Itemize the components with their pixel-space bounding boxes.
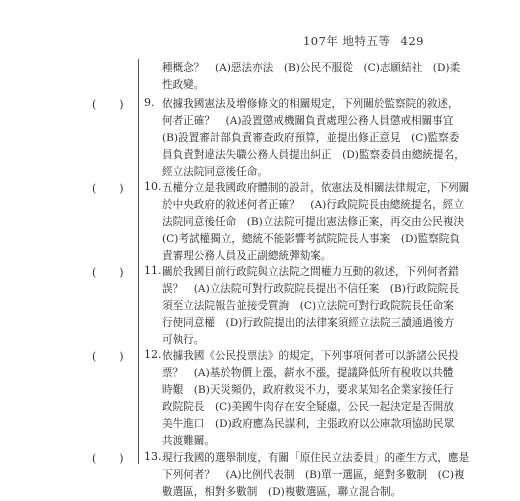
text-line: 可執行。 bbox=[162, 334, 205, 346]
text-line: (C)考試權獨立，總統不能影響考試院院長人事案 (D)監察院負 bbox=[162, 233, 460, 245]
text-line: 依據我國憲法及增修條文的相關規定，下列關於監察院的敘述， bbox=[162, 98, 459, 110]
text-line: 行使同意權 (D)行政院提出的法律案須經立法院三讀通過後方 bbox=[162, 317, 455, 329]
answer-blank: ( ) bbox=[92, 266, 130, 279]
text-line: 美牛進口 (D)政府應為民謀利，主張政府以公庫款項協助民眾 bbox=[162, 418, 455, 430]
question-number: 12. bbox=[144, 348, 162, 361]
question-text bbox=[162, 96, 465, 181]
running-header bbox=[303, 33, 424, 49]
text-line: 關於我國目前行政院與立法院之間權力互動的敘述，下列何者錯 bbox=[162, 266, 459, 278]
text-line: 責審理公務人員及正副總統彈劾案。 bbox=[162, 250, 332, 262]
text-line: 於中央政府的敘述何者正確？ (A)行政院院長由總統提名，經立 bbox=[162, 199, 464, 211]
text-line: 法院同意後任命 (B)立法院可提出憲法修正案，再交由公民複決 bbox=[162, 216, 465, 228]
text-line: 時艱 (B)天災頻仍，政府救災不力，要求某知名企業家接任行 bbox=[162, 384, 454, 396]
text-line: 何者正確？ (A)設置懲戒機關負責處理公務人員懲戒相關事宜 bbox=[162, 115, 454, 127]
text-line: 現行我國的選舉制度，有關「原住民立法委員」的產生方式，應是 bbox=[162, 452, 470, 464]
page-number: 429 bbox=[400, 34, 424, 48]
question-text bbox=[162, 180, 470, 265]
question-number: 11. bbox=[144, 264, 162, 277]
text-line: 票？ (A)基於物價上漲，薪水不漲，提議降低所有稅收以共體 bbox=[162, 367, 454, 379]
answer-blank: ( ) bbox=[92, 98, 130, 111]
text-line: 依據我國《公民投票法》的規定，下列事項何者可以訴諸公民投 bbox=[162, 350, 459, 362]
question-number: 13. bbox=[144, 450, 162, 463]
text-line: 員負責對違法失職公務人員提出糾正 (D)監察委員由總統提名， bbox=[162, 149, 465, 161]
text-line: 須至立法院報告並接受質詢 (C)立法院可對行政院院長任命案 bbox=[162, 300, 454, 312]
text-line: 性政變。 bbox=[162, 79, 205, 91]
text-line: 誤？ (A)立法院可對行政院院長提出不信任案 (B)行政院院長 bbox=[162, 283, 459, 295]
answer-blank: ( ) bbox=[92, 350, 130, 363]
text-line: 共渡難關。 bbox=[162, 435, 215, 447]
header-title: 107年 地特五等 bbox=[302, 34, 391, 48]
text-line: 政院院長 (C)美國牛肉存在安全疑慮，公民一起決定是否開放 bbox=[162, 401, 454, 413]
text-line: 數選區，相對多數制 (D)複數選區，聯立混合制。 bbox=[162, 486, 402, 498]
text-line: (B)設置審計部負責審查政府預算，並提出修正意見 (C)監察委 bbox=[162, 132, 460, 144]
text-line: 五權分立是我國政府體制的設計，依憲法及相關法律規定，下列關 bbox=[162, 182, 470, 194]
text-line: 種概念？ (A)惡法亦法 (B)公民不服從 (C)志願結社 (D)柔 bbox=[162, 62, 461, 74]
answer-blank: ( ) bbox=[92, 182, 130, 195]
continuation-text bbox=[162, 60, 461, 94]
text-line: 下列何者？ (A)比例代表制 (B)單一選區，絕對多數制 (C)複 bbox=[162, 469, 465, 481]
question-text bbox=[162, 450, 470, 501]
margin-rule bbox=[138, 59, 139, 464]
question-number: 10. bbox=[144, 180, 162, 193]
text-line: 經立法院同意後任命。 bbox=[162, 166, 268, 178]
question-number: 9. bbox=[144, 96, 155, 109]
answer-blank: ( ) bbox=[92, 452, 130, 465]
question-text bbox=[162, 264, 459, 349]
question-text bbox=[162, 348, 459, 450]
